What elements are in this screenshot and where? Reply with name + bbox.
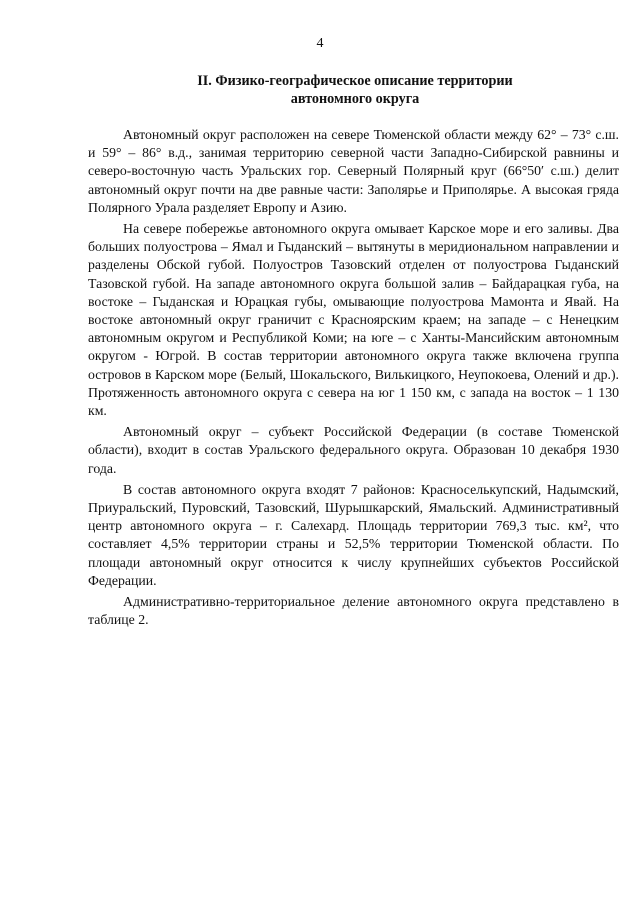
paragraph-table-reference: Административно-территориальное деление автономного округа представлено в таблице 2.	[88, 594, 619, 628]
section-title	[90, 72, 620, 108]
paragraph-federal-status: Автономный округ – субъект Российской Федерации (в составе Тюменской области), входит в состав Уральского федерального округа. Образован 10 декабря 1930 года.	[88, 424, 619, 476]
paragraph-geography: На севере побережье автономного округа омывает Карское море и его заливы. Два больших полуострова – Ямал и Гыданский – вытянуты в меридиональном направлении и разделены Обской губой. Полуостров Тазовский отделен от полуострова Гыданский Тазовской губой. На западе автономного округа большой залив – Байдарацкая губа, на востоке – Гыданская и Юрацкая губы, омывающие полуострова Мамонта и Явай. На востоке автономный округ граничит с Красноярским краем; на западе – с Ненецким автономным округом и Республикой Коми; на юге – с Ханты-Мансийским автономным округом - Югрой. В состав территории автономного округа также включена группа островов в Карском море (Белый, Шокальского, Вилькицкого, Неупокоева, Олений и др.). Протяженность автономного округа с севера на юг 1 150 км, с запада на восток – 1 130 км.	[88, 221, 619, 419]
section-title-line-2: автономного округа	[290, 91, 420, 107]
page-number: 4	[316, 36, 324, 51]
paragraph-location: Автономный округ расположен на севере Тюменской области между 62° – 73° с.ш. и 59° – 86° в.д., занимая территорию северной части Западно-Сибирской равнины и северо-восточную часть Уральских гор. Северный Полярный круг (66°50′ с.ш.) делит автономный округ почти на две равные части: Заполярье и Приполярье. А высокая гряда Полярного Урала разделяет Европу и Азию.	[88, 127, 619, 215]
paragraph-districts: В состав автономного округа входят 7 районов: Красноселькупский, Надымский, Приуральский, Пуровский, Тазовский, Шурышкарский, Ямальский. Административный центр автономного округа – г. Салехард. Площадь территории 769,3 тыс. км², что составляет 4,5% территории страны и 52,5% территории Тюменской области. По площади автономный округ относится к числу крупнейших субъектов Российской Федерации.	[88, 481, 619, 588]
section-title-line-1: II. Физико-географическое описание территории	[197, 73, 513, 89]
body-text	[88, 126, 619, 632]
